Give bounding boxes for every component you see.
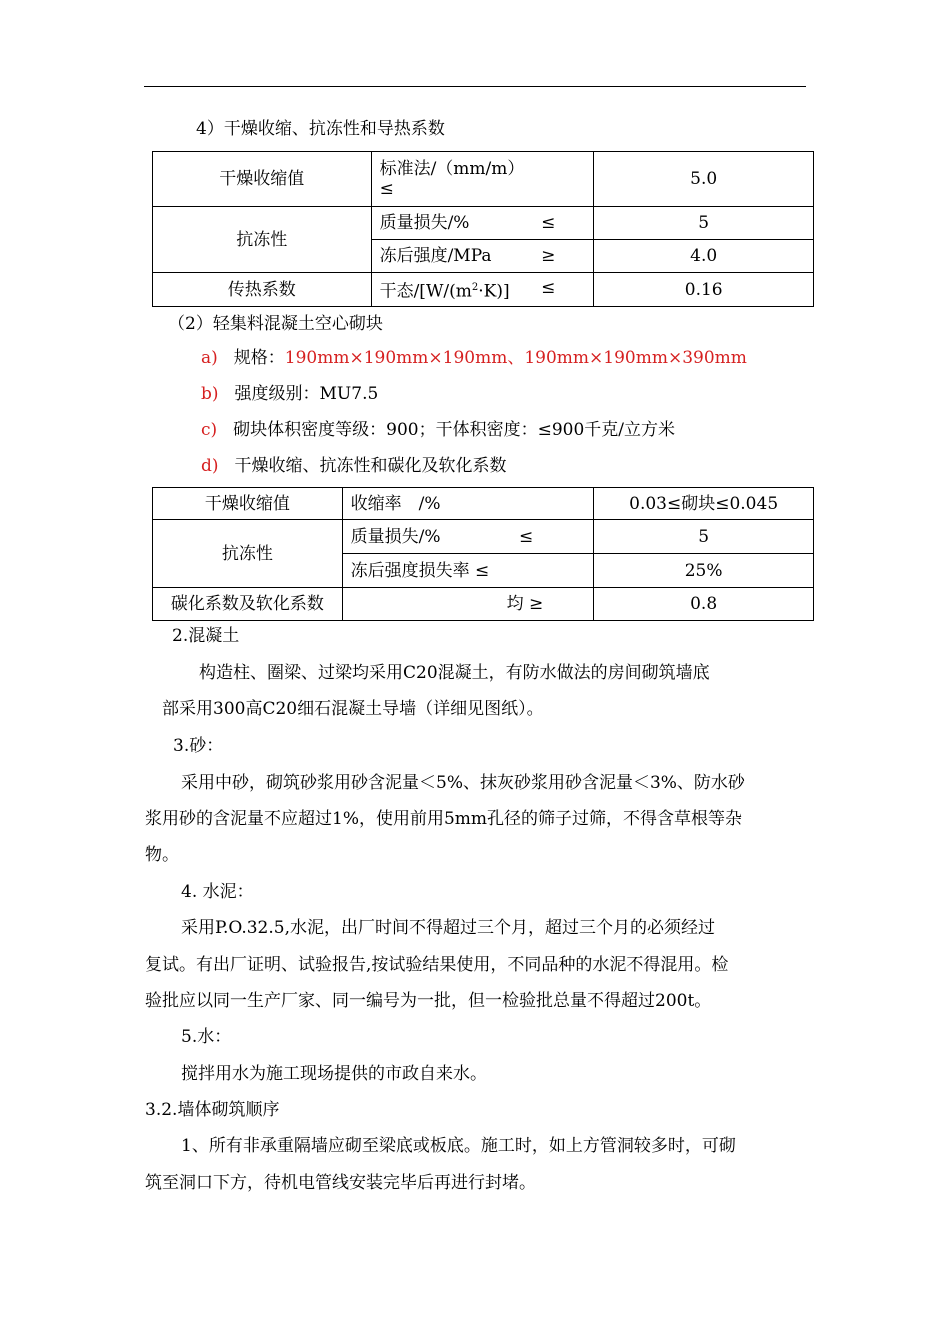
table-cell: 抗冻性 xyxy=(153,520,343,588)
table-cell xyxy=(371,207,594,240)
paragraph-line: 浆用砂的含泥量不应超过1%，使用前用5mm孔径的筛子过筛，不得含草根等杂 xyxy=(145,809,743,829)
section-title-block: （2）轻集料混凝土空心砌块 xyxy=(168,314,383,334)
table-row xyxy=(153,488,814,520)
section-title-cement: 4. 水泥： xyxy=(181,882,254,902)
table-cell xyxy=(371,240,594,273)
list-text: 干燥收缩、抗冻性和碳化及软化系数 xyxy=(234,456,507,476)
table-cell xyxy=(371,152,594,207)
list-marker: b) xyxy=(201,384,219,404)
cell-text: 干态/[W/(m xyxy=(379,281,472,302)
paragraph-line: 采用中砂，砌筑砂浆用砂含泥量＜5%、抹灰砂浆用砂含泥量＜3%、防水砂 xyxy=(181,773,745,793)
paragraph-line: 物。 xyxy=(145,845,179,865)
list-item xyxy=(201,382,378,406)
table-cell: 碳化系数及软化系数 xyxy=(153,588,343,621)
list-marker: c) xyxy=(201,420,218,440)
shrinkage-carbonation-table xyxy=(152,487,814,621)
section-title-order: 3.2.墙体砌筑顺序 xyxy=(145,1100,280,1120)
shrinkage-frost-table xyxy=(152,151,814,307)
table-row xyxy=(153,273,814,307)
paragraph-line: 复试。有出厂证明、试验报告,按试验结果使用，不同品种的水泥不得混用。检 xyxy=(145,955,729,975)
paragraph-line: 部采用300高C20细石混凝土导墙（详细见图纸）。 xyxy=(162,699,544,719)
table-cell xyxy=(342,520,594,554)
table-cell: 4.0 xyxy=(594,240,814,273)
list-item xyxy=(201,418,675,442)
list-marker: a) xyxy=(201,348,218,368)
paragraph-line: 构造柱、圈梁、过梁均采用C20混凝土，有防水做法的房间砌筑墙底 xyxy=(199,663,710,683)
table-row xyxy=(153,588,814,621)
list-value: 190mm×190mm×190mm、190mm×190mm×390mm xyxy=(284,348,747,368)
table-row xyxy=(153,152,814,207)
table-cell: 干燥收缩值 xyxy=(153,488,343,520)
table-row xyxy=(153,520,814,554)
table-cell: 干燥收缩值 xyxy=(153,152,372,207)
table-cell: 0.03≤砌块≤0.045 xyxy=(594,488,814,520)
list-item xyxy=(201,346,747,370)
header-rule xyxy=(144,86,806,87)
table-cell xyxy=(371,273,594,307)
table-cell: 冻后强度损失率 ≤ xyxy=(342,554,594,588)
table-cell: 5 xyxy=(594,207,814,240)
table-cell: 传热系数 xyxy=(153,273,372,307)
list-marker: d) xyxy=(201,456,219,476)
table-cell: 25% xyxy=(594,554,814,588)
list-text: 强度级别：MU7.5 xyxy=(234,384,379,404)
cell-text: 冻后强度/MPa xyxy=(379,246,492,266)
list-item xyxy=(201,454,507,478)
cell-text: ≤ xyxy=(541,277,556,298)
table-cell: 5 xyxy=(594,520,814,554)
section-title-sand: 3.砂： xyxy=(173,736,224,756)
table-cell: 均 ≥ xyxy=(342,588,594,621)
table-cell: 5.0 xyxy=(594,152,814,207)
cell-text: 2 xyxy=(471,281,479,293)
cell-text: ≤ xyxy=(519,526,534,547)
paragraph-line: 搅拌用水为施工现场提供的市政自来水。 xyxy=(181,1064,487,1084)
cell-text: ≤ xyxy=(379,179,394,199)
table-cell: 0.16 xyxy=(594,273,814,307)
cell-text: ≤ xyxy=(541,213,556,233)
list-text: 砌块体积密度等级：900；干体积密度：≤900千克/立方米 xyxy=(233,420,676,440)
table-cell: 0.8 xyxy=(594,588,814,621)
paragraph-line: 筑至洞口下方，待机电管线安装完毕后再进行封堵。 xyxy=(145,1173,536,1193)
cell-text: ≥ xyxy=(541,246,556,266)
table-cell: 收缩率 /% xyxy=(342,488,594,520)
table-row xyxy=(153,207,814,240)
list-label: 规格： xyxy=(233,348,285,368)
paragraph-line: 采用P.O.32.5,水泥，出厂时间不得超过三个月，超过三个月的必须经过 xyxy=(181,918,715,938)
subsection-heading-4: 4）干燥收缩、抗冻性和导热系数 xyxy=(196,119,445,139)
cell-text: 标准法/（mm/m） xyxy=(379,159,525,179)
cell-text: 质量损失/% xyxy=(379,213,470,233)
section-title-water: 5.水： xyxy=(181,1027,232,1047)
section-title-concrete: 2.混凝土 xyxy=(172,626,240,646)
paragraph-line: 验批应以同一生产厂家、同一编号为一批，但一检验批总量不得超过200t。 xyxy=(145,991,712,1011)
cell-text: 质量损失/% xyxy=(350,526,441,547)
cell-text: ·K)] xyxy=(478,281,510,302)
paragraph-line: 1、所有非承重隔墙应砌至梁底或板底。施工时，如上方管洞较多时，可砌 xyxy=(181,1136,736,1156)
table-cell: 抗冻性 xyxy=(153,207,372,273)
